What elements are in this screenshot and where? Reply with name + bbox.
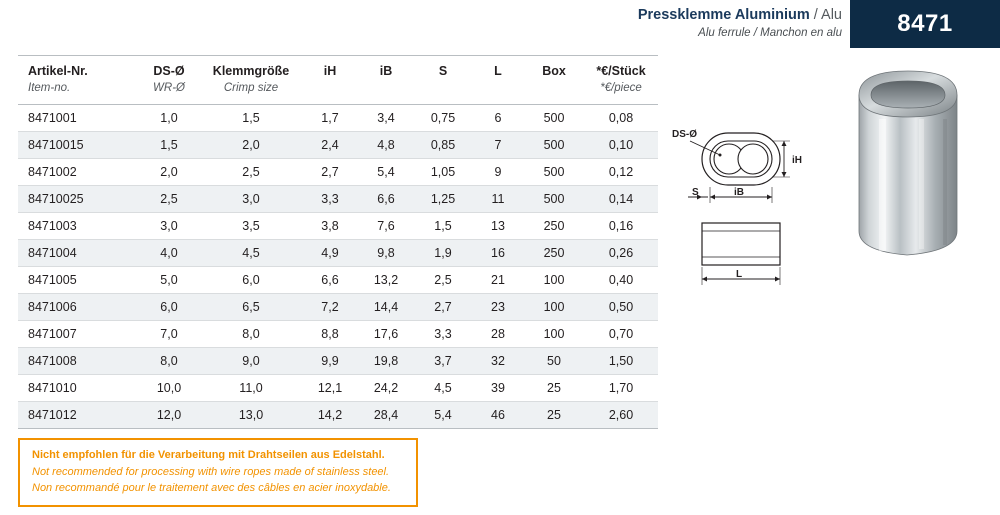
cell-box: 250 <box>524 213 584 240</box>
cell-box: 500 <box>524 159 584 186</box>
cell-l: 11 <box>472 186 524 213</box>
col-header-ih <box>302 56 358 105</box>
cell-box: 250 <box>524 240 584 267</box>
cell-ib: 17,6 <box>358 321 414 348</box>
cell-ds: 1,0 <box>138 105 200 132</box>
cell-item_no: 8471012 <box>18 402 138 429</box>
table-header-row <box>18 56 658 105</box>
product-title-main: Pressklemme Aluminium <box>637 7 810 23</box>
cell-crimp: 3,5 <box>200 213 302 240</box>
product-photo <box>845 55 990 275</box>
product-title-suffix: / Alu <box>813 7 842 23</box>
cell-ih: 12,1 <box>302 375 358 402</box>
label-ds-diameter: DS-Ø <box>672 129 697 140</box>
col-header-crimp-main: Klemmgröße <box>212 64 290 78</box>
cell-ih: 7,2 <box>302 294 358 321</box>
cell-l: 9 <box>472 159 524 186</box>
cell-l: 23 <box>472 294 524 321</box>
technical-drawings <box>672 95 842 325</box>
cell-box: 500 <box>524 132 584 159</box>
col-header-item-no-main: Artikel-Nr. <box>28 64 88 78</box>
cell-l: 46 <box>472 402 524 429</box>
cell-s: 2,5 <box>414 267 472 294</box>
cell-ih: 14,2 <box>302 402 358 429</box>
cell-price: 0,14 <box>584 186 658 213</box>
cell-box: 100 <box>524 267 584 294</box>
cell-item_no: 8471005 <box>18 267 138 294</box>
col-header-ib <box>358 56 414 105</box>
cell-ih: 3,3 <box>302 186 358 213</box>
cell-price: 0,12 <box>584 159 658 186</box>
cell-item_no: 8471004 <box>18 240 138 267</box>
table-row <box>18 294 658 321</box>
table-row <box>18 402 658 429</box>
label-ib: iB <box>734 187 744 198</box>
cell-l: 21 <box>472 267 524 294</box>
cell-price: 0,16 <box>584 213 658 240</box>
cell-ds: 4,0 <box>138 240 200 267</box>
cell-l: 7 <box>472 132 524 159</box>
page-header <box>0 0 1000 48</box>
cell-crimp: 2,0 <box>200 132 302 159</box>
cell-ib: 5,4 <box>358 159 414 186</box>
cell-ds: 2,0 <box>138 159 200 186</box>
cell-ib: 6,6 <box>358 186 414 213</box>
cell-crimp: 3,0 <box>200 186 302 213</box>
cell-s: 3,3 <box>414 321 472 348</box>
cell-price: 0,40 <box>584 267 658 294</box>
cell-item_no: 8471001 <box>18 105 138 132</box>
note-line-de: Nicht empfohlen für die Verarbeitung mit Drahtseilen aus Edelstahl. <box>32 449 385 461</box>
cell-box: 100 <box>524 294 584 321</box>
cell-s: 1,5 <box>414 213 472 240</box>
cell-item_no: 8471008 <box>18 348 138 375</box>
cell-s: 0,85 <box>414 132 472 159</box>
cell-s: 3,7 <box>414 348 472 375</box>
label-ih: iH <box>792 155 802 166</box>
cell-ih: 2,7 <box>302 159 358 186</box>
cell-box: 50 <box>524 348 584 375</box>
cell-box: 25 <box>524 375 584 402</box>
table-row <box>18 132 658 159</box>
cell-ih: 1,7 <box>302 105 358 132</box>
cell-s: 0,75 <box>414 105 472 132</box>
cell-ds: 1,5 <box>138 132 200 159</box>
col-header-price-sub: *€/piece <box>600 81 642 94</box>
cell-ds: 12,0 <box>138 402 200 429</box>
cell-ds: 5,0 <box>138 267 200 294</box>
cell-ih: 6,6 <box>302 267 358 294</box>
cell-ih: 3,8 <box>302 213 358 240</box>
cell-ih: 8,8 <box>302 321 358 348</box>
cell-crimp: 2,5 <box>200 159 302 186</box>
col-header-item-no-sub: Item-no. <box>28 81 71 94</box>
front-view-drawing <box>672 129 802 203</box>
col-header-crimp-sub: Crimp size <box>223 81 279 94</box>
cell-ib: 9,8 <box>358 240 414 267</box>
cell-item_no: 8471002 <box>18 159 138 186</box>
col-header-item-no <box>18 56 138 105</box>
side-view-drawing <box>702 223 780 285</box>
cell-s: 1,9 <box>414 240 472 267</box>
cell-item_no: 8471007 <box>18 321 138 348</box>
table-row <box>18 348 658 375</box>
cell-price: 0,70 <box>584 321 658 348</box>
cell-ds: 3,0 <box>138 213 200 240</box>
col-header-ds-sub: WR-Ø <box>153 81 185 94</box>
cell-l: 16 <box>472 240 524 267</box>
table-row <box>18 321 658 348</box>
spec-table-body <box>18 105 658 429</box>
table-row <box>18 240 658 267</box>
cell-item_no: 8471010 <box>18 375 138 402</box>
cell-item_no: 8471006 <box>18 294 138 321</box>
cell-ib: 3,4 <box>358 105 414 132</box>
cell-ib: 4,8 <box>358 132 414 159</box>
table-row <box>18 105 658 132</box>
cell-l: 28 <box>472 321 524 348</box>
spec-table <box>18 55 658 429</box>
note-line-en: Not recommended for processing with wire ropes made of stainless steel. <box>32 465 390 478</box>
table-row <box>18 159 658 186</box>
table-row <box>18 375 658 402</box>
cell-ds: 2,5 <box>138 186 200 213</box>
cell-price: 0,08 <box>584 105 658 132</box>
cell-box: 25 <box>524 402 584 429</box>
cell-ds: 8,0 <box>138 348 200 375</box>
col-header-ih-main: iH <box>323 64 337 78</box>
table-row <box>18 186 658 213</box>
cell-l: 13 <box>472 213 524 240</box>
cell-ib: 13,2 <box>358 267 414 294</box>
col-header-price-main: *€/Stück <box>596 64 646 78</box>
table-row <box>18 213 658 240</box>
cell-s: 5,4 <box>414 402 472 429</box>
cell-ih: 4,9 <box>302 240 358 267</box>
product-code-badge: 8471 <box>850 0 1000 48</box>
cell-s: 2,7 <box>414 294 472 321</box>
cell-s: 1,25 <box>414 186 472 213</box>
cell-price: 0,10 <box>584 132 658 159</box>
cell-ib: 14,4 <box>358 294 414 321</box>
header-titles <box>638 6 842 41</box>
cell-crimp: 13,0 <box>200 402 302 429</box>
cell-ih: 2,4 <box>302 132 358 159</box>
col-header-crimp <box>200 56 302 105</box>
cell-s: 4,5 <box>414 375 472 402</box>
col-header-box-main: Box <box>542 64 566 78</box>
cell-box: 500 <box>524 105 584 132</box>
cell-item_no: 84710025 <box>18 186 138 213</box>
col-header-s-main: S <box>438 64 448 78</box>
col-header-l <box>472 56 524 105</box>
col-header-price <box>584 56 658 105</box>
cell-l: 32 <box>472 348 524 375</box>
cell-item_no: 8471003 <box>18 213 138 240</box>
cell-ds: 10,0 <box>138 375 200 402</box>
product-title <box>638 6 842 24</box>
table-row <box>18 267 658 294</box>
cell-crimp: 11,0 <box>200 375 302 402</box>
col-header-box <box>524 56 584 105</box>
cell-box: 100 <box>524 321 584 348</box>
spec-table-head <box>18 56 658 105</box>
cell-ib: 19,8 <box>358 348 414 375</box>
note-line-fr: Non recommandé pour le traitement avec des câbles en acier inoxydable. <box>32 482 391 494</box>
cell-ds: 7,0 <box>138 321 200 348</box>
product-title-translation: Alu ferrule / Manchon en alu <box>698 27 842 40</box>
cell-s: 1,05 <box>414 159 472 186</box>
cell-l: 6 <box>472 105 524 132</box>
cell-price: 1,70 <box>584 375 658 402</box>
cell-box: 500 <box>524 186 584 213</box>
drawing-svg <box>672 95 842 325</box>
cell-price: 0,26 <box>584 240 658 267</box>
cell-price: 0,50 <box>584 294 658 321</box>
cell-ds: 6,0 <box>138 294 200 321</box>
cell-price: 1,50 <box>584 348 658 375</box>
col-header-s <box>414 56 472 105</box>
label-l: L <box>736 269 743 280</box>
cell-crimp: 8,0 <box>200 321 302 348</box>
cell-ih: 9,9 <box>302 348 358 375</box>
cell-ib: 24,2 <box>358 375 414 402</box>
label-s: S <box>692 187 699 198</box>
cell-crimp: 9,0 <box>200 348 302 375</box>
ferrule-illustration <box>845 55 990 275</box>
spec-table-wrapper <box>18 55 658 429</box>
cell-l: 39 <box>472 375 524 402</box>
cell-crimp: 4,5 <box>200 240 302 267</box>
cell-item_no: 84710015 <box>18 132 138 159</box>
col-header-l-main: L <box>494 64 502 78</box>
cell-ib: 28,4 <box>358 402 414 429</box>
cell-crimp: 6,5 <box>200 294 302 321</box>
warning-note-box <box>18 438 418 507</box>
cell-crimp: 1,5 <box>200 105 302 132</box>
cell-crimp: 6,0 <box>200 267 302 294</box>
col-header-ds-main: DS-Ø <box>153 64 185 78</box>
cell-price: 2,60 <box>584 402 658 429</box>
col-header-ib-main: iB <box>379 64 393 78</box>
col-header-ds <box>138 56 200 105</box>
cell-ib: 7,6 <box>358 213 414 240</box>
